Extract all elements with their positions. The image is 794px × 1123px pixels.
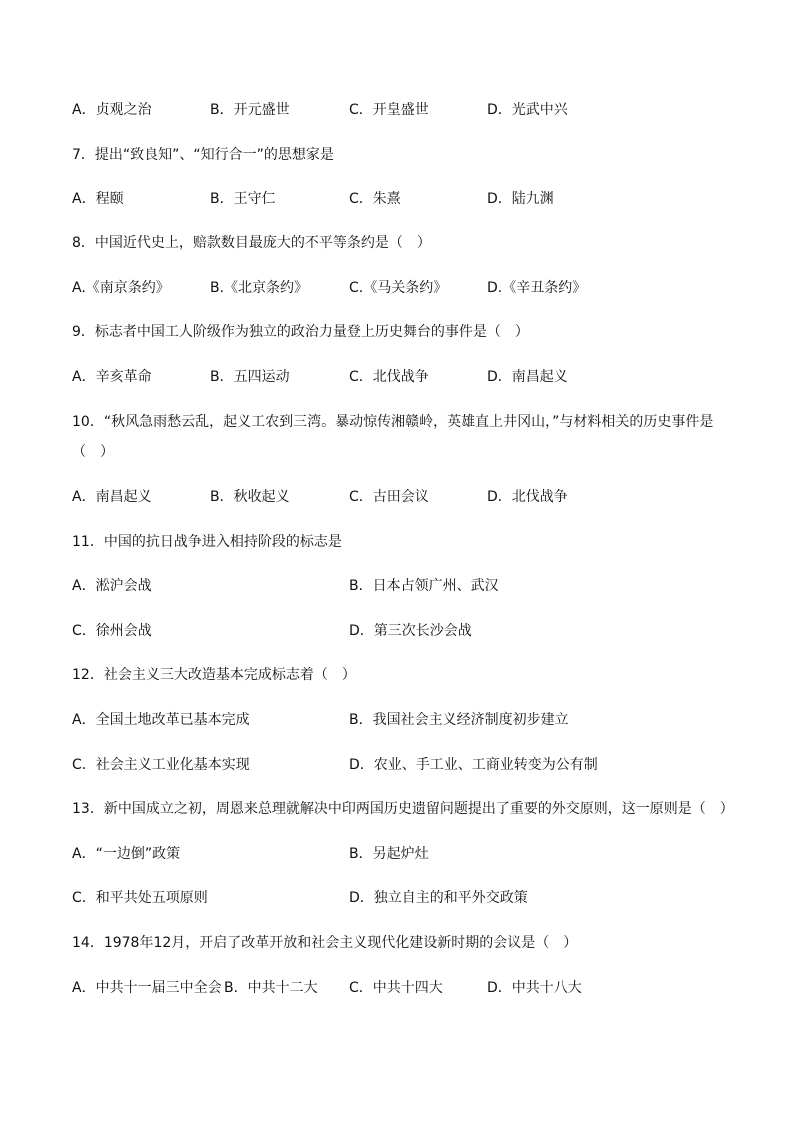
q12-option-c: C．社会主义工业化基本实现 (72, 757, 250, 773)
q7-option-d: D．陆九渊 (487, 191, 554, 207)
q14-stem: 14．1978年12月，开启了改革开放和社会主义现代化建设新时期的会议是（ ） (72, 935, 578, 951)
q12-option-b: B．我国社会主义经济制度初步建立 (349, 712, 569, 728)
q6-option-d: D．光武中兴 (487, 102, 568, 118)
q11-option-a: A．淞沪会战 (72, 578, 152, 594)
q12-stem: 12．社会主义三大改造基本完成标志着（ ） (72, 667, 356, 683)
q14-option-a: A．中共十一届三中全会 (72, 980, 222, 996)
q11-option-c: C．徐州会战 (72, 623, 152, 639)
q8-option-b: B.《北京条约》 (210, 280, 309, 296)
q8-option-d: D.《辛丑条约》 (487, 280, 587, 296)
q10-option-c: C．古田会议 (349, 489, 429, 505)
q10-option-a: A．南昌起义 (72, 489, 152, 505)
q11-option-d: D．第三次长沙会战 (349, 623, 472, 639)
q8-stem: 8．中国近代史上，赔款数目最庞大的不平等条约是（ ） (72, 235, 431, 251)
q11-stem: 11．中国的抗日战争进入相持阶段的标志是 (72, 534, 342, 550)
q8-option-a: A.《南京条约》 (72, 280, 170, 296)
q9-stem: 9．标志者中国工人阶级作为独立的政治力量登上历史舞台的事件是（ ） (72, 324, 529, 340)
q7-option-c: C．朱熹 (349, 191, 401, 207)
q10-stem: 10．“秋风急雨愁云乱，起义工农到三湾。暴动惊传湘赣岭，英雄直上井冈山，”与材料相关的历史事件是（ ） (72, 414, 714, 460)
q7-option-b: B．王守仁 (210, 191, 276, 207)
q8-option-c: C.《马关条约》 (349, 280, 448, 296)
q13-option-b: B．另起炉灶 (349, 846, 429, 862)
q7-option-a: A．程颐 (72, 191, 124, 207)
q6-option-c: C．开皇盛世 (349, 102, 429, 118)
q10-option-b: B．秋收起义 (210, 489, 290, 505)
q10-option-d: D．北伐战争 (487, 489, 568, 505)
q13-option-c: C．和平共处五项原则 (72, 890, 208, 906)
q9-option-a: A．辛亥革命 (72, 369, 152, 385)
q9-option-b: B．五四运动 (210, 369, 290, 385)
q13-option-d: D．独立自主的和平外交政策 (349, 890, 528, 906)
q13-option-a: A．“一边倒”政策 (72, 846, 181, 862)
q7-stem: 7．提出“致良知”、“知行合一”的思想家是 (72, 147, 334, 163)
q6-option-a: A．贞观之治 (72, 102, 152, 118)
q13-stem: 13．新中国成立之初，周恩来总理就解决中印两国历史遗留问题提出了重要的外交原则，这一原则是（ ） (72, 801, 734, 817)
q12-option-a: A．全国土地改革已基本完成 (72, 712, 250, 728)
q9-option-d: D．南昌起义 (487, 369, 568, 385)
q9-option-c: C．北伐战争 (349, 369, 429, 385)
q6-option-b: B．开元盛世 (210, 102, 290, 118)
q14-option-c: C．中共十四大 (349, 980, 443, 996)
q12-option-d: D．农业、手工业、工商业转变为公有制 (349, 757, 598, 773)
q14-option-d: D．中共十八大 (487, 980, 582, 996)
q11-option-b: B．日本占领广州、武汉 (349, 578, 499, 594)
q14-option-b: B．中共十二大 (224, 980, 318, 996)
